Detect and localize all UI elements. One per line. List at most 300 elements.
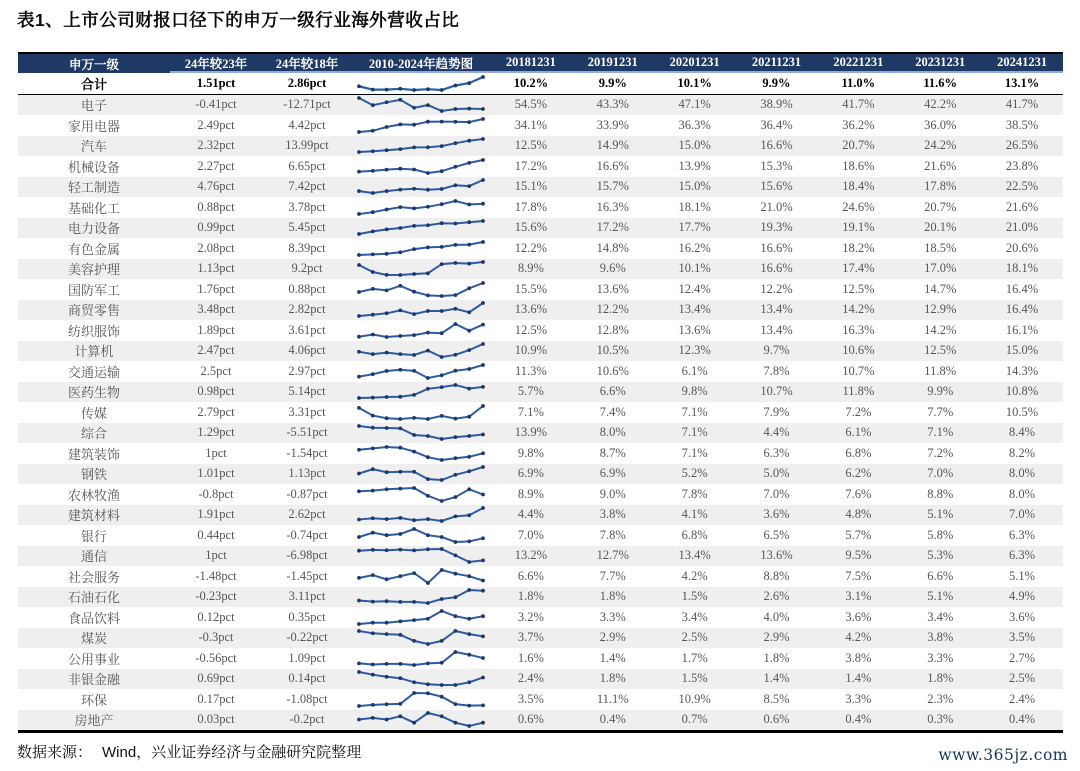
table-cell: 1.8% — [599, 671, 626, 686]
table-cell: 2.6% — [763, 589, 790, 604]
table-cell: 33.9% — [596, 117, 629, 132]
table-cell: 17.2% — [514, 158, 548, 173]
table-row — [18, 402, 1063, 423]
table-row — [18, 197, 1063, 218]
trend-sparkline — [354, 382, 488, 401]
table-cell: 36.2% — [842, 117, 875, 132]
table-row — [18, 300, 1063, 321]
table-cell: 1.13pct — [288, 466, 326, 481]
table-cell: 非银金融 — [67, 672, 120, 688]
table-cell: 13.99pct — [285, 138, 329, 153]
table-cell: 8.0% — [1009, 486, 1036, 501]
trend-sparkline — [354, 444, 488, 463]
table-cell: 有色金属 — [67, 241, 120, 257]
table-cell: 8.39pct — [288, 240, 326, 255]
table-cell: 1.8% — [599, 589, 626, 604]
table-cell: 26.5% — [1005, 138, 1039, 153]
table-cell: 医药生物 — [67, 385, 120, 401]
table-cell: 轻工制造 — [67, 180, 120, 196]
sparkline-cell — [352, 95, 490, 114]
table-cell: 20.1% — [924, 220, 957, 235]
table-cell: 17.8% — [924, 179, 957, 194]
table-cell: 3.8% — [599, 507, 626, 522]
table-cell: 9.8% — [681, 384, 708, 399]
table-cell: 47.1% — [678, 97, 711, 112]
table-cell: 3.6% — [1009, 609, 1036, 624]
table-cell: 12.9% — [924, 302, 957, 317]
table-cell: 5.1% — [927, 507, 954, 522]
table-cell: 38.5% — [1005, 117, 1039, 132]
table-cell: 6.1% — [845, 425, 872, 440]
trend-sparkline — [354, 567, 488, 586]
table-cell: 美容护理 — [67, 262, 120, 278]
table-cell: 9.6% — [599, 261, 626, 276]
table-cell: 0.3% — [927, 712, 954, 727]
trend-sparkline — [354, 587, 488, 606]
table-row — [18, 177, 1063, 198]
trend-sparkline — [354, 95, 488, 114]
table-cell: 1.91pct — [197, 507, 235, 522]
table-row — [18, 73, 1063, 95]
table-cell: 5.0% — [763, 466, 790, 481]
table-cell: 1.4% — [763, 671, 790, 686]
table-cell: 3.4% — [927, 609, 954, 624]
trend-sparkline — [354, 259, 488, 278]
table-cell: 38.9% — [760, 97, 793, 112]
table-cell: 2.97pct — [288, 363, 326, 378]
table-row — [18, 279, 1063, 300]
table-cell: 22.5% — [1005, 179, 1039, 194]
trend-sparkline — [354, 628, 488, 647]
table-cell: 4.8% — [845, 507, 872, 522]
sparkline-cell — [352, 485, 490, 504]
table-cell: 1.09pct — [288, 650, 326, 665]
table-cell: 3.6% — [763, 507, 790, 522]
table-cell: 环保 — [80, 692, 107, 708]
table-cell: 18.5% — [924, 240, 957, 255]
table-cell: 3.3% — [927, 650, 954, 665]
column-header: 24年较18年 — [262, 54, 352, 73]
table-cell: 9.9% — [927, 384, 954, 399]
table-cell: 5.1% — [1009, 568, 1036, 583]
table-cell: -12.71pct — [283, 97, 331, 112]
table-cell: 家用电器 — [67, 118, 120, 134]
sparkline-cell — [352, 526, 490, 545]
table-cell: 2.9% — [599, 630, 626, 645]
table-cell: 36.4% — [760, 117, 793, 132]
table-cell: 7.1% — [517, 404, 544, 419]
table-cell: 7.0% — [1009, 507, 1036, 522]
sparkline-cell — [352, 321, 490, 340]
table-cell: 1.01pct — [197, 466, 235, 481]
table-cell: 3.5% — [517, 691, 544, 706]
table-row — [18, 505, 1063, 526]
table-cell: 18.1% — [678, 199, 711, 214]
table-cell: 4.76pct — [197, 179, 235, 194]
table-cell: 1.13pct — [197, 261, 235, 276]
table-cell: 7.7% — [599, 568, 626, 583]
trend-sparkline — [354, 546, 488, 565]
table-cell: 13.9% — [514, 425, 548, 440]
table-row — [18, 525, 1063, 546]
table-cell: -0.56pct — [195, 650, 237, 665]
sparkline-cell — [352, 280, 490, 299]
table-cell: 3.7% — [517, 630, 544, 645]
table-cell: 14.2% — [842, 302, 875, 317]
sparkline-cell — [352, 628, 490, 647]
table-cell: 10.6% — [842, 343, 875, 358]
watermark-link[interactable]: www.365jz.com — [938, 746, 1068, 764]
table-cell: 13.4% — [760, 322, 793, 337]
table-row — [18, 566, 1063, 587]
table-cell: 通信 — [80, 549, 107, 565]
table-cell: 10.5% — [1005, 404, 1039, 419]
table-cell: 2.7% — [1009, 650, 1036, 665]
table-cell: 15.0% — [678, 179, 711, 194]
table-cell: 2.3% — [927, 691, 954, 706]
table-row — [18, 484, 1063, 505]
table-header-row — [18, 54, 1063, 73]
table-cell: 20.7% — [842, 138, 875, 153]
table-cell: 13.9% — [678, 158, 711, 173]
sparkline-cell — [352, 444, 490, 463]
table-cell: 10.1% — [678, 261, 711, 276]
table-cell: 8.5% — [763, 691, 790, 706]
table-cell: -0.87pct — [286, 486, 328, 501]
trend-sparkline — [354, 341, 488, 360]
table-cell: 12.2% — [596, 302, 629, 317]
table-cell: 13.6% — [760, 548, 793, 563]
table-cell: 16.6% — [760, 138, 793, 153]
table-cell: 7.2% — [845, 404, 872, 419]
table-row — [18, 382, 1063, 403]
table-cell: 11.6% — [923, 75, 958, 90]
table-cell: 16.4% — [1005, 302, 1039, 317]
table-cell: 公用事业 — [67, 651, 120, 667]
table-cell: 21.6% — [1005, 199, 1039, 214]
source-label: 数据来源： — [17, 744, 93, 761]
table-cell: 9.5% — [845, 548, 872, 563]
table-cell: 农林牧渔 — [67, 487, 120, 503]
table-cell: 7.1% — [681, 445, 708, 460]
table-cell: 6.6% — [599, 384, 626, 399]
table-cell: 7.8% — [681, 486, 708, 501]
trend-sparkline — [354, 239, 488, 258]
table-cell: 5.2% — [681, 466, 708, 481]
table-cell: 3.48pct — [197, 302, 235, 317]
table-cell: 10.9% — [678, 691, 711, 706]
table-cell: 1.89pct — [197, 322, 235, 337]
table-cell: 3.6% — [845, 609, 872, 624]
trend-sparkline — [354, 710, 488, 729]
table-cell: 银行 — [80, 528, 107, 544]
table-cell: 12.2% — [514, 240, 548, 255]
column-header: 20221231 — [817, 54, 899, 73]
trend-sparkline — [354, 690, 488, 709]
source-text: Wind，兴业证券经济与金融研究院整理 — [102, 744, 362, 761]
table-cell: -6.98pct — [286, 548, 328, 563]
table-cell: 3.3% — [845, 691, 872, 706]
table-cell: 36.0% — [924, 117, 957, 132]
table-cell: 16.6% — [760, 240, 793, 255]
table-cell: 19.3% — [760, 220, 793, 235]
table-row — [18, 669, 1063, 690]
table-cell: -0.2pct — [289, 712, 325, 727]
table-cell: 7.0% — [517, 527, 544, 542]
table-cell: 1.4% — [599, 650, 626, 665]
table-cell: 3.1% — [845, 589, 872, 604]
trend-sparkline — [354, 526, 488, 545]
table-cell: 9.9% — [598, 75, 627, 90]
table-cell: 1pct — [205, 548, 227, 563]
trend-sparkline — [354, 300, 488, 319]
table-cell: 16.4% — [1005, 281, 1039, 296]
table-cell: 0.6% — [517, 712, 544, 727]
table-cell: 8.2% — [1009, 445, 1036, 460]
table-cell: 17.8% — [514, 199, 548, 214]
table-cell: 6.9% — [517, 466, 544, 481]
table-cell: 23.8% — [1005, 158, 1039, 173]
table-cell: 16.3% — [596, 199, 629, 214]
table-cell: 建筑装饰 — [67, 446, 120, 462]
table-cell: 14.9% — [596, 138, 629, 153]
table-cell: 11.8% — [842, 384, 875, 399]
trend-sparkline — [354, 669, 488, 688]
table-row — [18, 546, 1063, 567]
table-cell: 7.5% — [845, 568, 872, 583]
table-cell: 42.2% — [924, 97, 957, 112]
table-cell: 10.5% — [596, 343, 629, 358]
table-cell: 13.2% — [514, 548, 548, 563]
table-cell: 1.8% — [927, 671, 954, 686]
table-cell: 18.4% — [842, 179, 875, 194]
table-cell: 12.3% — [678, 343, 711, 358]
table-cell: 6.8% — [845, 445, 872, 460]
table-cell: 0.88pct — [197, 199, 235, 214]
sparkline-cell — [352, 710, 490, 729]
table-cell: 4.2% — [845, 630, 872, 645]
trend-sparkline — [354, 321, 488, 340]
table-cell: 0.35pct — [288, 609, 326, 624]
table-cell: 6.1% — [681, 363, 708, 378]
table-cell: 18.6% — [842, 158, 875, 173]
table-cell: 3.4% — [681, 609, 708, 624]
table-cell: 0.44pct — [197, 527, 235, 542]
table-row — [18, 218, 1063, 239]
table-cell: 0.88pct — [288, 281, 326, 296]
data-table — [18, 52, 1063, 733]
table-row — [18, 628, 1063, 649]
table-cell: -0.3pct — [198, 630, 234, 645]
table-cell: 15.5% — [514, 281, 548, 296]
table-cell: 16.6% — [760, 261, 793, 276]
table-cell: 2.79pct — [197, 404, 235, 419]
table-cell: 3.5% — [1009, 630, 1036, 645]
table-cell: 4.1% — [681, 507, 708, 522]
table-cell: 13.4% — [678, 548, 711, 563]
sparkline-cell — [352, 423, 490, 442]
table-cell: -0.8pct — [198, 486, 234, 501]
table-cell: 12.5% — [514, 322, 548, 337]
table-cell: 7.2% — [927, 445, 954, 460]
table-cell: 5.7% — [517, 384, 544, 399]
table-cell: 纺织服饰 — [67, 323, 120, 339]
trend-sparkline — [354, 198, 488, 217]
trend-sparkline — [354, 136, 488, 155]
table-cell: 16.2% — [678, 240, 711, 255]
table-cell: 7.8% — [763, 363, 790, 378]
table-cell: 3.31pct — [288, 404, 326, 419]
trend-sparkline — [354, 116, 488, 135]
table-cell: 6.3% — [1009, 548, 1036, 563]
table-cell: 34.1% — [514, 117, 548, 132]
table-cell: 0.98pct — [197, 384, 235, 399]
sparkline-cell — [352, 218, 490, 237]
table-cell: 6.3% — [763, 445, 790, 460]
table-cell: 0.17pct — [197, 691, 235, 706]
table-cell: 传媒 — [80, 405, 107, 421]
sparkline-cell — [352, 464, 490, 483]
table-cell: 20.6% — [1005, 240, 1039, 255]
table-row — [18, 423, 1063, 444]
column-header: 20201231 — [654, 54, 736, 73]
table-cell: 7.9% — [763, 404, 790, 419]
table-cell: 2.4% — [1009, 691, 1036, 706]
table-cell: 7.8% — [599, 527, 626, 542]
table-cell: 1pct — [205, 445, 227, 460]
table-cell: 5.14pct — [288, 384, 326, 399]
table-cell: 9.8% — [517, 445, 544, 460]
column-header: 24年较23年 — [170, 54, 262, 73]
trend-sparkline — [354, 362, 488, 381]
table-cell: 7.7% — [927, 404, 954, 419]
table-cell: 8.0% — [1009, 466, 1036, 481]
table-cell: 3.8% — [927, 630, 954, 645]
table-cell: 3.61pct — [288, 322, 326, 337]
table-cell: 8.9% — [517, 486, 544, 501]
table-cell: 11.8% — [924, 363, 957, 378]
table-cell: 2.4% — [517, 671, 544, 686]
trend-sparkline — [354, 505, 488, 524]
table-cell: 2.5% — [1009, 671, 1036, 686]
table-cell: 6.6% — [517, 568, 544, 583]
table-cell: 14.7% — [924, 281, 957, 296]
table-cell: 8.4% — [1009, 425, 1036, 440]
table-cell: 10.8% — [1005, 384, 1039, 399]
table-cell: 18.2% — [842, 240, 875, 255]
table-cell: 13.6% — [514, 302, 548, 317]
table-cell: 9.0% — [599, 486, 626, 501]
table-cell: 11.0% — [841, 75, 876, 90]
table-cell: 1.8% — [517, 589, 544, 604]
table-cell: 2.08pct — [197, 240, 235, 255]
table-cell: 7.0% — [763, 486, 790, 501]
sparkline-cell — [352, 546, 490, 565]
table-cell: 2.5% — [681, 630, 708, 645]
table-row — [18, 238, 1063, 259]
table-cell: 10.9% — [514, 343, 548, 358]
trend-sparkline — [354, 218, 488, 237]
table-cell: 18.1% — [1005, 261, 1039, 276]
table-cell: 3.78pct — [288, 199, 326, 214]
table-cell: 机械设备 — [67, 159, 120, 175]
table-cell: 41.7% — [1005, 97, 1039, 112]
table-cell: 6.6% — [927, 568, 954, 583]
table-cell: 8.8% — [927, 486, 954, 501]
sparkline-cell — [352, 690, 490, 709]
table-row — [18, 464, 1063, 485]
table-cell: 7.1% — [681, 425, 708, 440]
table-cell: 8.7% — [599, 445, 626, 460]
table-cell: 9.2pct — [291, 261, 323, 276]
column-header: 20181231 — [490, 54, 572, 73]
table-cell: 13.6% — [678, 322, 711, 337]
table-cell: -0.74pct — [286, 527, 328, 542]
table-cell: 7.1% — [681, 404, 708, 419]
table-cell: 8.0% — [599, 425, 626, 440]
table-cell: -1.48pct — [195, 568, 237, 583]
table-cell: 0.4% — [845, 712, 872, 727]
trend-sparkline — [354, 74, 488, 93]
table-cell: 13.4% — [760, 302, 793, 317]
table-cell: 1.29pct — [197, 425, 235, 440]
table-cell: 2.27pct — [197, 158, 235, 173]
table-cell: -0.41pct — [195, 97, 237, 112]
table-cell: 1.8% — [763, 650, 790, 665]
table-cell: 7.4% — [599, 404, 626, 419]
table-cell: 11.3% — [515, 363, 547, 378]
trend-sparkline — [354, 157, 488, 176]
table-cell: 钢铁 — [80, 467, 107, 483]
table-cell: 6.65pct — [288, 158, 326, 173]
sparkline-cell — [352, 300, 490, 319]
table-cell: 7.6% — [845, 486, 872, 501]
table-row — [18, 320, 1063, 341]
sparkline-cell — [352, 382, 490, 401]
trend-sparkline — [354, 177, 488, 196]
column-header: 20231231 — [899, 54, 981, 73]
table-cell: 15.0% — [678, 138, 711, 153]
table-row — [18, 95, 1063, 116]
table-cell: 0.4% — [599, 712, 626, 727]
sparkline-cell — [352, 669, 490, 688]
sparkline-cell — [352, 116, 490, 135]
table-cell: 电子 — [80, 98, 107, 114]
table-cell: 8.9% — [517, 261, 544, 276]
data-source-note — [17, 741, 361, 762]
table-cell: 15.6% — [514, 220, 548, 235]
table-cell: 17.2% — [596, 220, 629, 235]
table-cell: 5.1% — [927, 589, 954, 604]
table-row — [18, 648, 1063, 669]
table-cell: 石油石化 — [67, 590, 120, 606]
table-cell: -5.51pct — [286, 425, 328, 440]
sparkline-cell — [352, 362, 490, 381]
table-cell: 21.0% — [1005, 220, 1039, 235]
table-cell: 0.4% — [1009, 712, 1036, 727]
table-cell: 交通运输 — [67, 364, 120, 380]
table-cell: 4.9% — [1009, 589, 1036, 604]
table-cell: 12.5% — [842, 281, 875, 296]
table-cell: 12.4% — [678, 281, 711, 296]
table-cell: 10.7% — [842, 363, 875, 378]
table-cell: 5.45pct — [288, 220, 326, 235]
table-cell: 1.5% — [681, 589, 708, 604]
table-cell: 0.12pct — [197, 609, 235, 624]
trend-sparkline — [354, 485, 488, 504]
column-header: 20191231 — [572, 54, 654, 73]
sparkline-cell — [352, 608, 490, 627]
